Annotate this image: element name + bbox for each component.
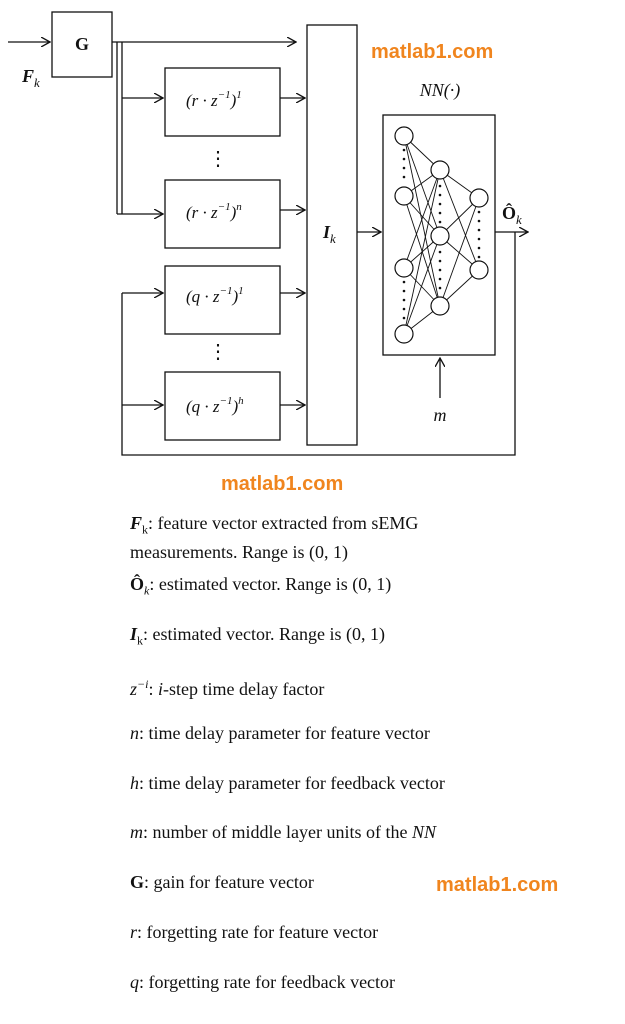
nn-ellipsis-dot [403, 281, 406, 284]
nn-ellipsis-dot [439, 203, 442, 206]
delay-label-qh: $(q \cdot z^{-1})^h$ [186, 395, 244, 416]
watermark-middle: matlab1.com [221, 473, 344, 495]
nn-ellipsis-dot [439, 194, 442, 197]
nn-ellipsis-dot [439, 260, 442, 263]
delay-label-r1: $(r \cdot z^{-1})^1$ [186, 89, 242, 110]
nn-ellipsis-dot [439, 269, 442, 272]
nn-ellipsis-dot [403, 167, 406, 170]
output-label: $Ô_k$ [502, 203, 522, 227]
delay-label-q1: $(q \cdot z^{-1})^1$ [186, 285, 244, 306]
nn-node [470, 261, 488, 279]
legend-item-g: G: gain for feature vector [130, 872, 314, 892]
nn-node [395, 259, 413, 277]
ik-label: $I_k$ [323, 222, 336, 246]
legend-item-n: n: time delay parameter for feature vector [130, 723, 430, 743]
nn-node [470, 189, 488, 207]
delay-label-rn: $(r \cdot z^{-1})^n$ [186, 201, 242, 222]
delay-block-r1 [165, 68, 280, 136]
vdots-q: ⋮ [208, 341, 228, 363]
nn-connection [440, 198, 479, 306]
nn-ellipsis-dot [439, 221, 442, 224]
nn-ellipsis-dot [403, 149, 406, 152]
nn-ellipsis-dot [439, 185, 442, 188]
nn-title: NN(·) [419, 80, 461, 100]
nn-ellipsis-dot [403, 308, 406, 311]
nn-ellipsis-dot [439, 287, 442, 290]
block-diagram [0, 0, 625, 500]
nn-node [395, 127, 413, 145]
nn-node [431, 227, 449, 245]
m-label: m [433, 405, 447, 425]
legend-item-fk: $F_k$: feature vector extracted from sEMG measurements. Range is (0, 1) [130, 513, 419, 562]
legend-item-ik: $I_k$: estimated vector. Range is (0, 1) [130, 624, 385, 648]
nn-ellipsis-dot [478, 238, 481, 241]
nn-ellipsis-dot [403, 176, 406, 179]
nn-ellipsis-dot [439, 212, 442, 215]
nn-ellipsis-dot [403, 290, 406, 293]
nn-ellipsis-dot [478, 229, 481, 232]
legend-item-z: $z^{-i}$: i-step time delay factor [130, 677, 325, 699]
nn-ellipsis-dot [478, 247, 481, 250]
legend-item-q: q: forgetting rate for feedback vector [130, 972, 396, 992]
watermark-top: matlab1.com [371, 41, 494, 63]
legend-item-m: m: number of middle layer units of the NN [130, 822, 436, 842]
nn-node [395, 325, 413, 343]
vdots-r: ⋮ [208, 148, 228, 170]
nn-ellipsis-dot [403, 317, 406, 320]
input-label: $F_k$ [22, 66, 40, 90]
gain-label: G [74, 34, 90, 54]
legend-item-h: h: time delay parameter for feedback vector [130, 773, 445, 793]
nn-ellipsis-dot [478, 220, 481, 223]
nn-node [431, 161, 449, 179]
delay-block-rn [165, 180, 280, 248]
delay-block-q1 [165, 266, 280, 334]
nn-connection [440, 170, 479, 270]
nn-ellipsis-dot [403, 158, 406, 161]
legend-item-r: r: forgetting rate for feature vector [130, 922, 379, 942]
nn-ellipsis-dot [403, 299, 406, 302]
nn-ellipsis-dot [478, 211, 481, 214]
nn-ellipsis-dot [439, 278, 442, 281]
watermark-bottom: matlab1.com [436, 874, 559, 896]
neural-network-graph [395, 127, 488, 343]
nn-ellipsis-dot [478, 256, 481, 259]
legend-item-ok: $Ô_k$: estimated vector. Range is (0, 1) [130, 574, 392, 598]
nn-node [431, 297, 449, 315]
nn-node [395, 187, 413, 205]
nn-ellipsis-dot [439, 251, 442, 254]
